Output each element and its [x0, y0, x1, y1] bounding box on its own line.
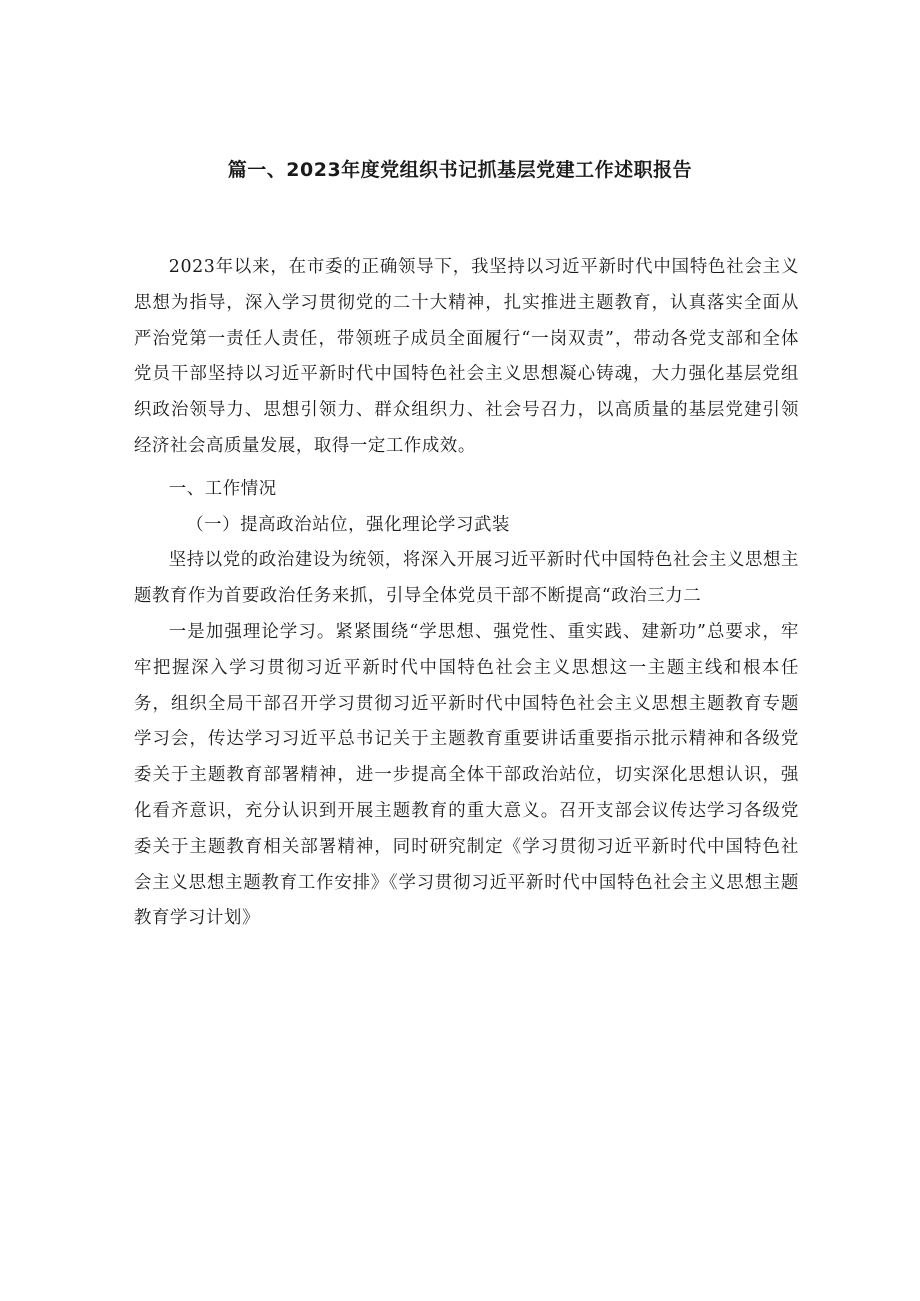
- section-heading-work-status: 一、工作情况: [168, 478, 277, 499]
- subsection-heading-political-stance: （一）提高政治站位，强化理论学习武装: [186, 514, 511, 535]
- page-title: 篇一、2023年度党组织书记抓基层党建工作述职报告: [227, 159, 693, 181]
- intro-paragraph: 2023年以来，在市委的正确领导下，我坚持以习近平新时代中国特色社会主义思想为指导，深入学习贯彻党的二十大精神，扎实推进主题教育，认真落实全面从严治党第一责任人责任，带领班子成员全面履行“一岗双责”，带动各党支部和全体党员干部坚持以习近平新时代中国特色社会主义思想凝心铸魂，大力强化基层党组织政治领导力、思想引领力、群众组织力、社会号召力，以高质量的基层党建引领经济社会高质量发展，取得一定工作成效。: [134, 257, 799, 456]
- point-paragraph-theory-study: 一是加强理论学习。紧紧围绕“学思想、强党性、重实践、建新功”总要求，牢牢把握深入学习贯彻习近平新时代中国特色社会主义思想这一主题主线和根本任务，组织全局干部召开学习贯彻习近平新时代中国特色社会主义思想主题教育专题学习会，传达学习习近平总书记关于主题教育重要讲话重要指示批示精神和各级党委关于主题教育部署精神，进一步提高全体干部政治站位，切实深化思想认识，强化看齐意识，充分认识到开展主题教育的重大意义。召开支部会议传达学习各级党委关于主题教育相关部署精神，同时研究制定《学习贯彻习近平新时代中国特色社会主义思想主题教育工作安排》《学习贯彻习近平新时代中国特色社会主义思想主题教育学习计划》: [134, 621, 799, 929]
- document-body: [134, 250, 799, 937]
- subsection-paragraph: 坚持以党的政治建设为统领，将深入开展习近平新时代中国特色社会主义思想主题教育作为首要政治任务来抓，引导全体党员干部不断提高“政治三力二: [134, 550, 799, 607]
